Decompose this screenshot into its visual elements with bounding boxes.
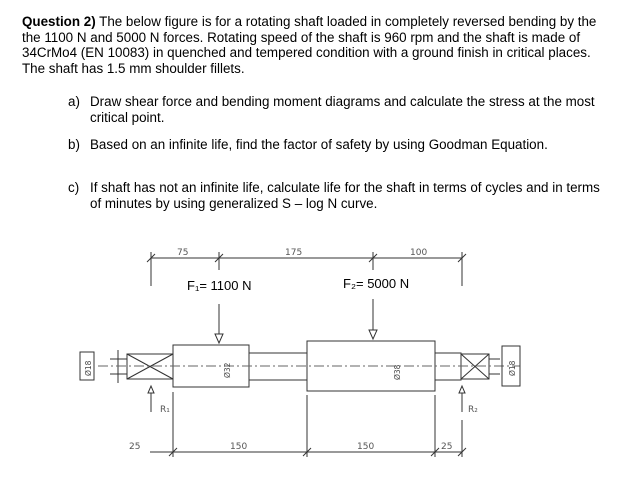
diameter-d32-label: Ø32 [223, 362, 232, 378]
sub-question-b-text: Based on an infinite life, find the factor of safety by using Goodman Equation. [90, 137, 548, 152]
sub-question-b-label: b) [68, 137, 80, 152]
question-text: The below figure is for a rotating shaft loaded in completely reversed bending by the the 1100 N and 5000 N forces. Rotating speed of the shaft is 960 rpm and the shaft is made of 34CrMo4 (EN 10083) in quenched and tempered condition with a ground finish in critical places. The shaft has 1.5 mm shoulder fillets. [22, 14, 597, 76]
dim-175: 175 [285, 248, 303, 258]
force1-label: F₁= 1100 N [187, 278, 252, 293]
sub-question-a-label: a) [68, 94, 80, 109]
dim-150-left: 150 [230, 442, 248, 452]
dim-75: 75 [177, 248, 189, 258]
dim-150-right: 150 [357, 442, 375, 452]
diameter-left-label: Ø18 [84, 360, 93, 376]
reaction1-label: R₁ [160, 405, 170, 415]
dim-100: 100 [410, 248, 428, 258]
sub-question-c-label: c) [68, 180, 80, 195]
diameter-right-label: Ø18 [508, 360, 517, 376]
reaction2-label: R₂ [468, 405, 478, 415]
sub-question-c-text: If shaft has not an infinite life, calculate life for the shaft in terms of cycles and in terms of minutes by using generalized S – log N curve. [90, 180, 600, 211]
sub-question-a-text: Draw shear force and bending moment diagrams and calculate the stress at the most critical point. [90, 94, 595, 125]
dim-25-right: 25 [441, 442, 453, 452]
dim-25-left: 25 [129, 442, 141, 452]
question-number: Question 2) [22, 14, 96, 29]
diameter-d38-label: Ø38 [393, 364, 402, 380]
force2-label: F₂= 5000 N [343, 276, 410, 291]
